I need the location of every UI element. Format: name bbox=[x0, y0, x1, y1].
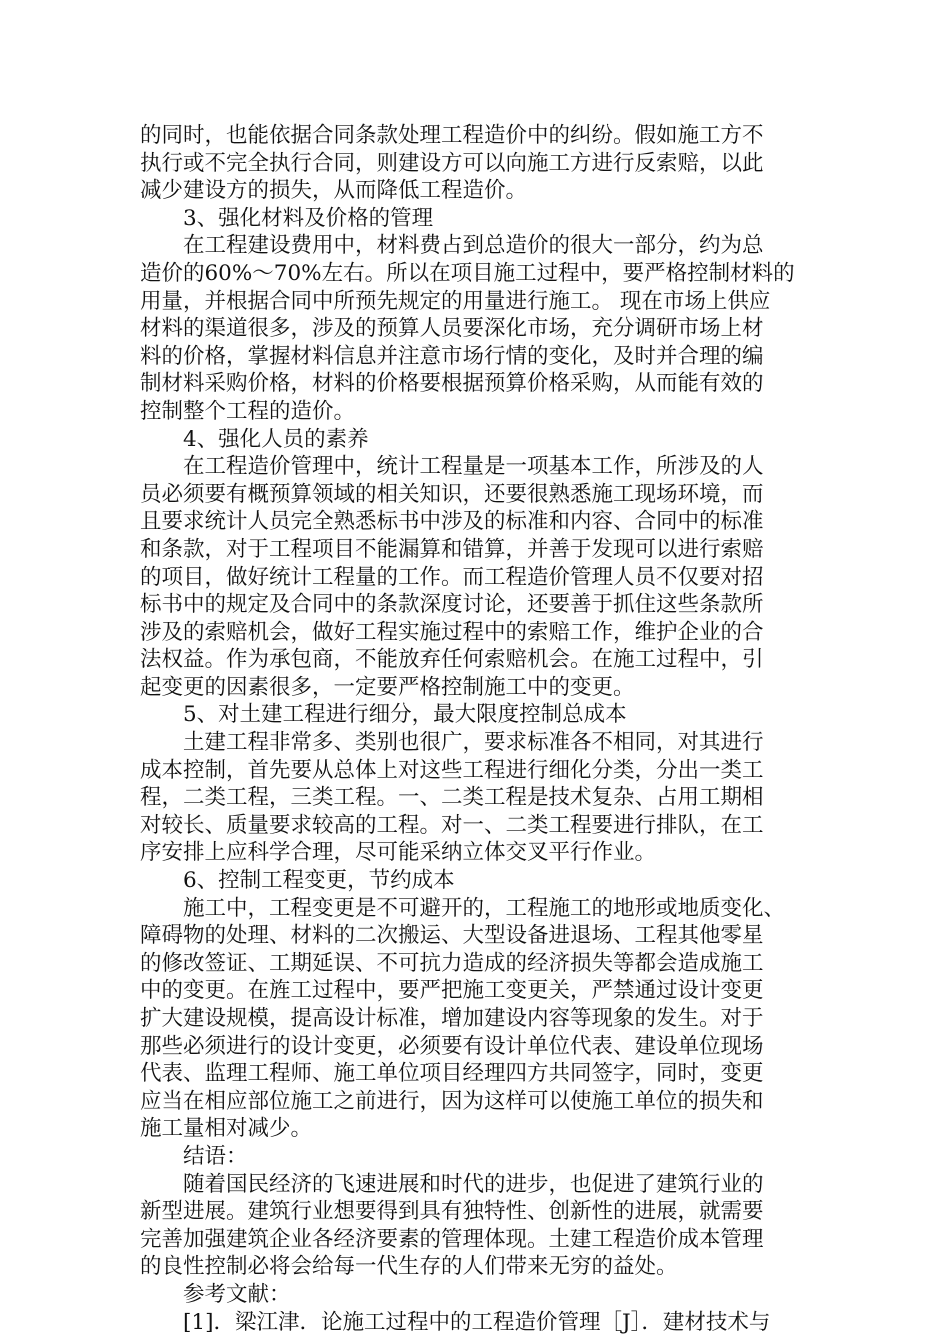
text-line: 料的价格，掌握材料信息并注意市场行情的变化，及时并合理的编 bbox=[140, 343, 764, 369]
text-line: 在工程建设费用中，材料费占到总造价的很大一部分，约为总 bbox=[183, 233, 764, 259]
text-line: 和条款，对于工程项目不能漏算和错算，并善于发现可以进行索赔 bbox=[140, 536, 764, 562]
text-line: 扩大建设规模，提高设计标准，增加建设内容等现象的发生。对于 bbox=[140, 1006, 764, 1031]
text-line: 完善加强建筑企业各经济要素的管理体现。土建工程造价成本管理 bbox=[140, 1226, 764, 1252]
text-line: 那些必须进行的设计变更，必须要有设计单位代表、建设单位现场 bbox=[140, 1033, 764, 1059]
text-line: 制材料采购价格，材料的价格要根据预算价格采购，从而能有效的 bbox=[140, 371, 764, 397]
text-line: 的同时，也能依据合同条款处理工程造价中的纠纷。假如施工方不 bbox=[140, 123, 764, 148]
document-page bbox=[140, 122, 820, 1336]
text-line: 新型进展。建筑行业想要得到具有独特性、创新性的进展，就需要 bbox=[140, 1199, 764, 1225]
text-line: 对较长、质量要求较高的工程。对一、二类工程要进行排队，在工 bbox=[140, 812, 764, 838]
text-line: 材料的渠道很多，涉及的预算人员要深化市场，充分调研市场上材 bbox=[140, 316, 764, 342]
text-line: 起变更的因素很多，一定要严格控制施工中的变更。 bbox=[140, 674, 635, 700]
text-line: 的良性控制必将会给每一代生存的人们带来无穷的益处。 bbox=[140, 1254, 678, 1280]
text-line: 5、对土建工程进行细分，最大限度控制总成本 bbox=[183, 702, 627, 728]
text-line: 代表、监理工程师、施工单位项目经理四方共同签字，同时，变更 bbox=[140, 1061, 764, 1087]
text-line: [1]．梁江津．论施工过程中的工程造价管理［J］．建材技术与 bbox=[183, 1309, 771, 1335]
text-line: 法权益。作为承包商，不能放弃任何索赔机会。在施工过程中，引 bbox=[140, 647, 764, 673]
text-line: 减少建设方的损失，从而降低工程造价。 bbox=[140, 178, 528, 204]
text-line: 的修改签证、工期延误、不可抗力造成的经济损失等都会造成施工 bbox=[140, 950, 764, 976]
text-line: 程，二类工程，三类工程。一、二类工程是技术复杂、占用工期相 bbox=[140, 785, 764, 811]
text-line: 结语： bbox=[183, 1143, 248, 1169]
text-line: 造价的60%～70%左右。所以在项目施工过程中，要严格控制材料的 bbox=[140, 260, 795, 286]
text-line: 施工中，工程变更是不可避开的，工程施工的地形或地质变化、 bbox=[183, 895, 786, 921]
text-line: 中的变更。在旌工过程中，要严把施工变更关，严禁通过设计变更 bbox=[140, 978, 764, 1004]
text-line: 在工程造价管理中，统计工程量是一项基本工作，所涉及的人 bbox=[183, 454, 764, 480]
text-line: 4、强化人员的素养 bbox=[183, 426, 369, 452]
text-line: 3、强化材料及价格的管理 bbox=[183, 205, 434, 231]
text-line: 且要求统计人员完全熟悉标书中涉及的标准和内容、合同中的标准 bbox=[140, 509, 764, 535]
text-line: 的项目，做好统计工程量的工作。而工程造价管理人员不仅要对招 bbox=[140, 564, 764, 590]
text-line: 涉及的索赔机会，做好工程实施过程中的索赔工作，维护企业的合 bbox=[140, 619, 764, 645]
text-line: 控制整个工程的造价。 bbox=[140, 398, 356, 424]
text-line: 执行或不完全执行合同，则建设方可以向施工方进行反索赔，以此 bbox=[140, 150, 764, 176]
text-line: 障碍物的处理、材料的二次搬运、大型设备进退场、工程其他零星 bbox=[140, 923, 764, 949]
text-line: 6、控制工程变更，节约成本 bbox=[183, 868, 455, 894]
text-line: 应当在相应部位施工之前进行，因为这样可以使施工单位的损失和 bbox=[140, 1088, 764, 1114]
text-line: 施工量相对减少。 bbox=[140, 1116, 313, 1142]
text-line: 标书中的规定及合同中的条款深度讨论，还要善于抓住这些条款所 bbox=[140, 592, 764, 618]
text-line: 参考文献： bbox=[183, 1281, 291, 1307]
text-line: 随着国民经济的飞速进展和时代的进步，也促进了建筑行业的 bbox=[183, 1171, 764, 1197]
text-line: 用量，并根据合同中所预先规定的用量进行施工。 现在市场上供应 bbox=[140, 288, 771, 314]
text-line: 员必须要有概预算领域的相关知识，还要很熟悉施工现场环境，而 bbox=[140, 481, 764, 507]
text-line: 序安排上应科学合理，尽可能采纳立体交叉平行作业。 bbox=[140, 840, 657, 866]
text-line: 土建工程非常多、类别也很广，要求标准各不相同，对其进行 bbox=[183, 730, 764, 756]
text-line: 成本控制，首先要从总体上对这些工程进行细化分类，分出一类工 bbox=[140, 757, 764, 783]
